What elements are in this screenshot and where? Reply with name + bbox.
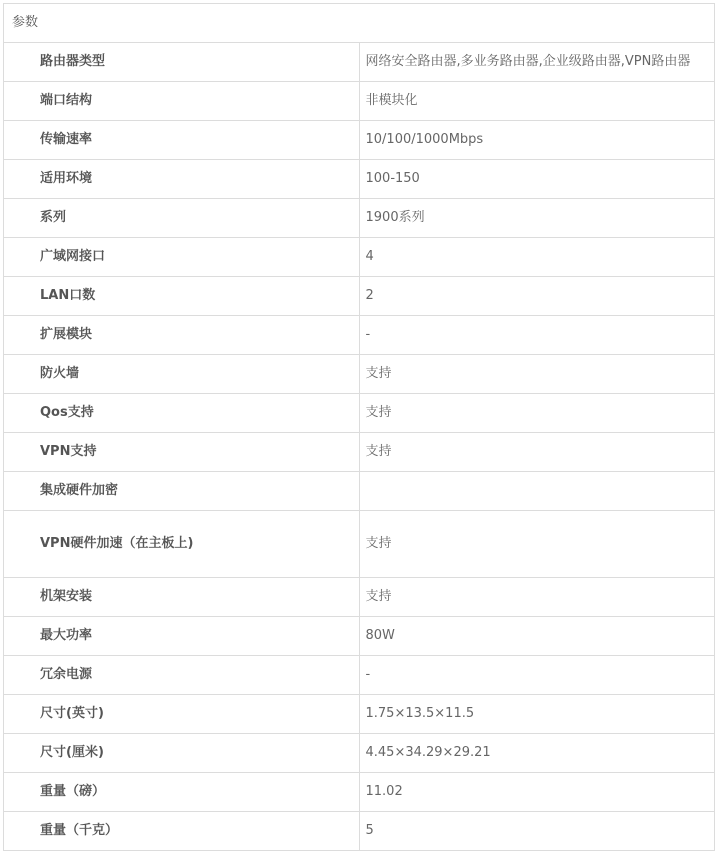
spec-table-body [4, 4, 715, 851]
spec-table [3, 3, 715, 851]
row-value: 4.45×34.29×29.21 [359, 734, 715, 773]
row-label: 尺寸(厘米) [40, 745, 104, 760]
table-row [4, 277, 715, 316]
row-value: 80W [359, 617, 715, 656]
row-label: 广域网接口 [40, 249, 106, 264]
row-label: 重量（千克） [40, 823, 119, 838]
row-value: - [359, 316, 715, 355]
row-label: 扩展模块 [40, 327, 93, 342]
row-value: 4 [359, 238, 715, 277]
row-label-cell [4, 578, 360, 617]
table-row [4, 160, 715, 199]
row-label: Qos支持 [40, 405, 94, 420]
table-row [4, 617, 715, 656]
row-label-cell [4, 316, 360, 355]
row-label: 冗余电源 [40, 667, 93, 682]
row-value: 非模块化 [359, 82, 715, 121]
row-label-cell [4, 355, 360, 394]
row-value: 支持 [359, 433, 715, 472]
table-header: 参数 [4, 4, 715, 43]
row-value: 100-150 [359, 160, 715, 199]
table-row [4, 43, 715, 82]
row-label: 路由器类型 [40, 54, 106, 69]
row-value: 5 [359, 812, 715, 851]
row-label: VPN硬件加速（在主板上) [40, 536, 194, 551]
table-row [4, 82, 715, 121]
row-label: 端口结构 [40, 93, 93, 108]
table-row [4, 238, 715, 277]
row-value [359, 472, 715, 511]
row-value: 支持 [359, 355, 715, 394]
row-value: 2 [359, 277, 715, 316]
table-row [4, 121, 715, 160]
row-label: 机架安装 [40, 589, 93, 604]
table-row [4, 355, 715, 394]
row-label: LAN口数 [40, 288, 96, 303]
table-row [4, 695, 715, 734]
row-label-cell [4, 238, 360, 277]
table-row [4, 199, 715, 238]
row-label-cell [4, 82, 360, 121]
table-row [4, 578, 715, 617]
row-label-cell [4, 433, 360, 472]
row-label-cell [4, 472, 360, 511]
row-label-cell [4, 812, 360, 851]
row-label: 最大功率 [40, 628, 93, 643]
row-label: 重量（磅） [40, 784, 106, 799]
row-label-cell [4, 277, 360, 316]
table-row [4, 773, 715, 812]
table-row [4, 812, 715, 851]
row-label-cell [4, 773, 360, 812]
row-value: 网络安全路由器,多业务路由器,企业级路由器,VPN路由器 [359, 43, 715, 82]
row-label-cell [4, 656, 360, 695]
row-label-cell [4, 199, 360, 238]
row-label-cell [4, 511, 360, 578]
table-row [4, 433, 715, 472]
row-label: 防火墙 [40, 366, 80, 381]
table-row [4, 394, 715, 433]
row-value: 1900系列 [359, 199, 715, 238]
row-value: 支持 [359, 578, 715, 617]
row-label: 适用环境 [40, 171, 93, 186]
table-row [4, 656, 715, 695]
table-row [4, 511, 715, 578]
row-value: 支持 [359, 394, 715, 433]
row-label-cell [4, 394, 360, 433]
table-header-row [4, 4, 715, 43]
row-label: VPN支持 [40, 444, 97, 459]
row-label-cell [4, 160, 360, 199]
row-label-cell [4, 734, 360, 773]
row-value: 10/100/1000Mbps [359, 121, 715, 160]
table-row [4, 316, 715, 355]
row-label-cell [4, 617, 360, 656]
row-label: 尺寸(英寸) [40, 706, 104, 721]
table-row [4, 472, 715, 511]
row-label-cell [4, 695, 360, 734]
row-value: 1.75×13.5×11.5 [359, 695, 715, 734]
table-row [4, 734, 715, 773]
row-label-cell [4, 43, 360, 82]
row-label-cell [4, 121, 360, 160]
row-value: - [359, 656, 715, 695]
row-label: 系列 [40, 210, 67, 225]
row-value: 支持 [359, 511, 715, 578]
row-label: 集成硬件加密 [40, 483, 119, 498]
row-value: 11.02 [359, 773, 715, 812]
row-label: 传输速率 [40, 132, 93, 147]
